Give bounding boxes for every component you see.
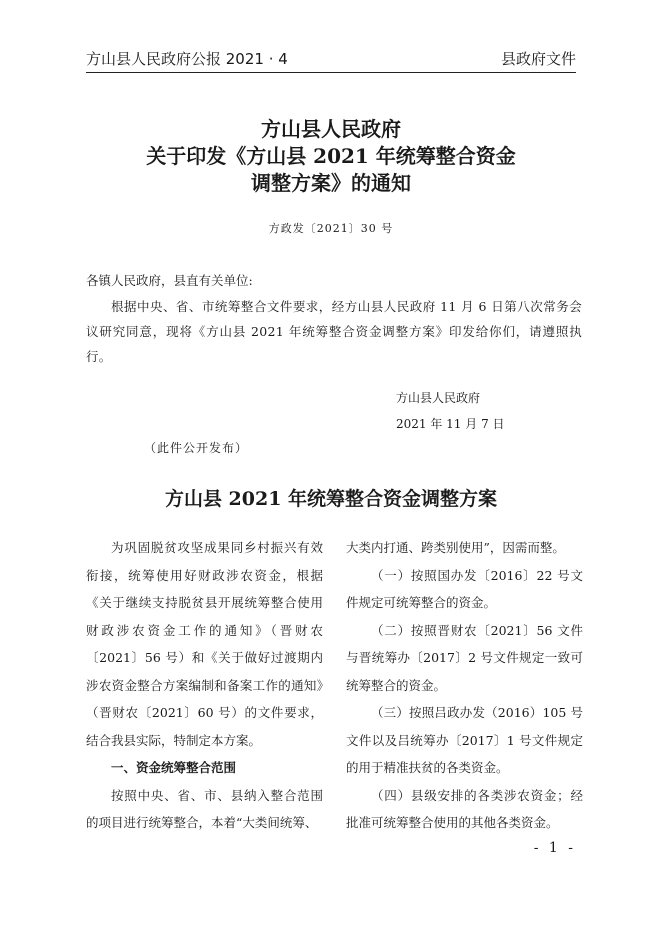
header-divider bbox=[86, 72, 576, 73]
signer: 方山县人民政府 bbox=[396, 391, 481, 405]
scope-item-2: （二）按照晋财农〔2021〕56 文件与晋统筹办〔2017〕2 号文件规定一致可统筹整合的资金。 bbox=[346, 622, 583, 693]
plan-intro: 为巩固脱贫攻坚成果同乡村振兴有效衔接，统筹使用好财政涉农资金，根据《关于继续支持脱贫县开展统筹整合使用财政涉农资金工作的通知》（晋财农〔2021〕56 号）和《关于做好过渡期内涉农资金整合方案编制和备案工作的通知》（晋财农〔2021〕60 号）的文件要求，结合我县实际，特制定本方案。 bbox=[86, 540, 323, 748]
notice-title-line3: 调整方案》的通知 bbox=[251, 171, 411, 195]
section1-heading: 一、资金统筹整合范围 bbox=[111, 760, 237, 775]
plan-left-column bbox=[86, 534, 323, 837]
scope-item-4: （四）县级安排的各类涉农资金；经批准可统筹整合使用的其他各类资金。 bbox=[346, 787, 583, 830]
bulletin-header-title: 方山县人民政府公报 2021 · 4 bbox=[86, 50, 288, 68]
scope-item-3: （三）按照吕政办发（2016）105 号文件以及吕统筹办〔2017〕1 号文件规定的用于精准扶贫的各类资金。 bbox=[346, 705, 583, 775]
document-number: 方政发〔2021〕30 号 bbox=[268, 222, 394, 235]
scope-item-1: （一）按照国办发〔2016〕22 号文件规定可统筹整合的资金。 bbox=[346, 567, 583, 610]
plan-right-column bbox=[346, 534, 583, 837]
bulletin-header-category: 县政府文件 bbox=[500, 50, 576, 68]
section1-body: 按照中央、省、市、县纳入整合范围的项目进行统筹整合，本着“大类间统筹、 bbox=[86, 787, 323, 830]
notice-body: 根据中央、省、市统筹整合文件要求，经方山县人民政府 11 月 6 日第八次常务会议研究同意，现将《方山县 2021 年统筹整合资金调整方案》印发给你们，请遵照执行。 bbox=[86, 299, 582, 364]
salutation: 各镇人民政府，县直有关单位: bbox=[86, 273, 253, 288]
section1-continuation: 大类内打通、跨类别使用”，因需而整。 bbox=[346, 540, 565, 555]
notice-title-line2: 关于印发《方山县 2021 年统筹整合资金 bbox=[146, 144, 516, 168]
notice-title-line1: 方山县人民政府 bbox=[261, 117, 401, 141]
plan-title: 方山县 2021 年统筹整合资金调整方案 bbox=[164, 488, 498, 510]
page-number: - 1 - bbox=[533, 840, 576, 856]
publish-note: （此件公开发布） bbox=[144, 441, 249, 455]
issue-date: 2021 年 11 月 7 日 bbox=[396, 417, 505, 431]
